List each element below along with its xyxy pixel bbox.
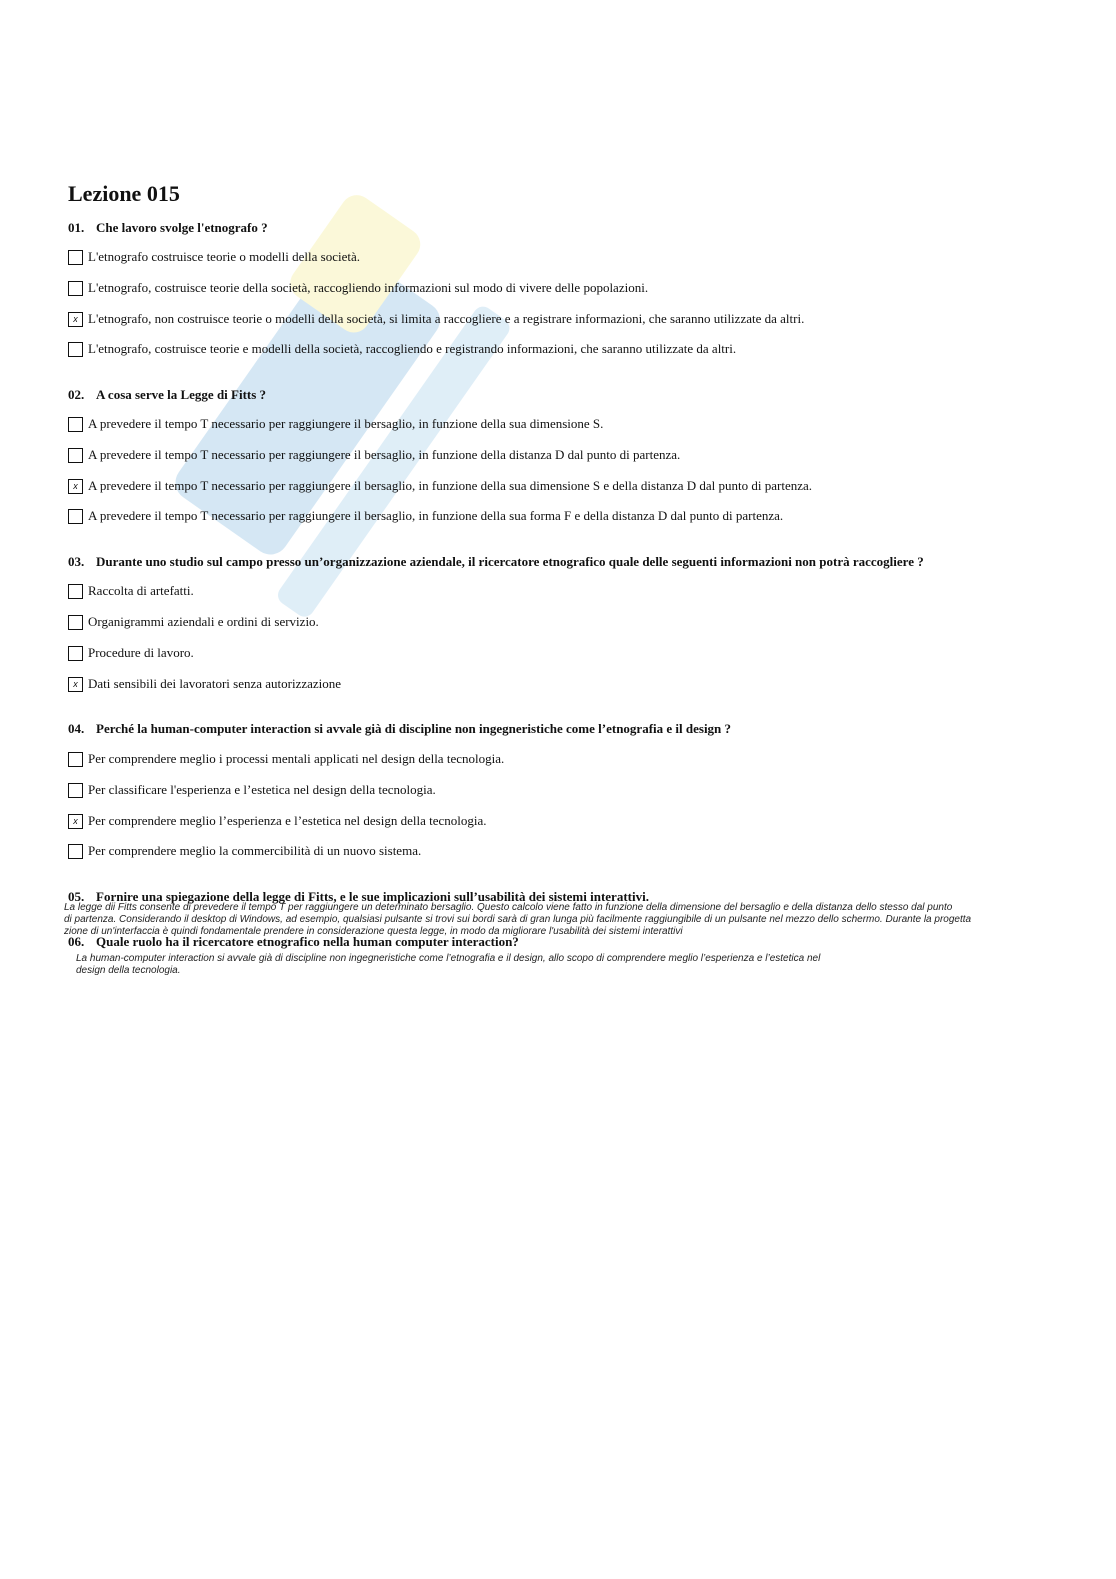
answer-text: Raccolta di artefatti. xyxy=(88,583,194,598)
answer-option xyxy=(68,446,680,464)
answer-option xyxy=(68,310,804,328)
question-heading xyxy=(68,554,924,570)
answer-checkbox[interactable] xyxy=(68,844,83,859)
answer-option xyxy=(68,781,436,799)
answer-text: Per comprendere meglio l’esperienza e l’estetica nel design della tecnologia. xyxy=(88,813,487,828)
answer-option xyxy=(68,248,360,266)
question-number: 06. xyxy=(68,934,85,949)
answer-text: L'etnografo, costruisce teorie e modelli della società, raccogliendo e registrando informazioni, che saranno utilizzate da altri. xyxy=(88,341,737,356)
answer-text-line: La legge dii Fitts consente di prevedere il tempo T per raggiungere un determinato bersaglio. Questo calcolo viene fatto in funzione della dimensione del bersaglio e della distanza dello stesso dal punto xyxy=(64,902,953,913)
answer-text: L'etnografo costruisce teorie o modelli della società. xyxy=(88,249,360,264)
answer-checkbox[interactable]: x xyxy=(68,677,83,692)
question-number: 01. xyxy=(68,220,85,235)
answer-checkbox[interactable] xyxy=(68,417,83,432)
answer-checkbox[interactable] xyxy=(68,342,83,357)
answer-text-line: di partenza. Considerando il desktop di Windows, ad esempio, qualsiasi pulsante si trovi sui bordi sarà di gran lunga più facilmente raggiungibile di un pulsante nel mezzo dello schermo. Durante la progetta xyxy=(64,914,972,925)
answer-option xyxy=(68,613,319,631)
answer-checkbox[interactable] xyxy=(68,448,83,463)
answer-option xyxy=(68,750,504,768)
answer-option xyxy=(68,507,783,525)
question-number: 04. xyxy=(68,721,85,736)
question-text: Perché la human-computer interaction si avvale già di discipline non ingegneristiche come l’etnografia e il design ? xyxy=(96,721,732,736)
answer-text: A prevedere il tempo T necessario per raggiungere il bersaglio, in funzione della sua dimensione S. xyxy=(88,416,604,431)
answer-checkbox[interactable] xyxy=(68,615,83,630)
answer-checkbox[interactable] xyxy=(68,509,83,524)
answer-checkbox[interactable] xyxy=(68,584,83,599)
answer-checkbox[interactable] xyxy=(68,281,83,296)
answer-option xyxy=(68,340,736,358)
question-heading xyxy=(68,220,268,236)
question-text: Fornire una spiegazione della legge di Fitts, e le sue implicazioni sull’usabilità dei sistemi interattivi. xyxy=(96,889,649,904)
question-number: 02. xyxy=(68,387,85,402)
answer-checkbox[interactable]: x xyxy=(68,312,83,327)
answer-text: Procedure di lavoro. xyxy=(88,645,194,660)
question-heading xyxy=(68,934,519,950)
answer-checkbox[interactable] xyxy=(68,752,83,767)
answer-text-line: La human-computer interaction si avvale già di discipline non ingegneristiche come l’etnografia e il design, allo scopo di comprendere meglio l’esperienza e l’estetica nel xyxy=(76,953,821,964)
question-heading xyxy=(68,721,731,737)
answer-text: Per comprendere meglio la commercibilità di un nuovo sistema. xyxy=(88,843,422,858)
question-number: 05. xyxy=(68,889,85,904)
question-text: Durante uno studio sul campo presso un’organizzazione aziendale, il ricercatore etnografico quale delle seguenti informazioni non potrà raccogliere ? xyxy=(96,554,924,569)
answer-text: A prevedere il tempo T necessario per raggiungere il bersaglio, in funzione della sua forma F e della distanza D dal punto di partenza. xyxy=(88,508,784,523)
answer-text: Dati sensibili dei lavoratori senza autorizzazione xyxy=(88,676,342,691)
question-text: A cosa serve la Legge di Fitts ? xyxy=(96,387,267,402)
answer-text: Organigrammi aziendali e ordini di servizio. xyxy=(88,614,319,629)
question-number: 03. xyxy=(68,554,85,569)
answer-text: L'etnografo, non costruisce teorie o modelli della società, si limita a raccogliere e a registrare informazioni, che saranno utilizzate da altri. xyxy=(88,311,805,326)
answer-text: L'etnografo, costruisce teorie della società, raccogliendo informazioni sul modo di vivere delle popolazioni. xyxy=(88,280,649,295)
answer-checkbox[interactable]: x xyxy=(68,479,83,494)
answer-text-line: zione di un'interfaccia è quindi fondamentale prendere in considerazione questa legge, in modo da migliorare l'usabilità dei sistemi interattivi xyxy=(64,926,683,937)
answer-option xyxy=(68,279,648,297)
answer-text-line: design della tecnologia. xyxy=(76,965,181,976)
answer-option xyxy=(68,415,603,433)
question-heading xyxy=(68,387,266,403)
answer-text: A prevedere il tempo T necessario per raggiungere il bersaglio, in funzione della distanza D dal punto di partenza. xyxy=(88,447,681,462)
answer-checkbox[interactable]: x xyxy=(68,814,83,829)
answer-checkbox[interactable] xyxy=(68,783,83,798)
answer-text: Per comprendere meglio i processi mentali applicati nel design della tecnologia. xyxy=(88,751,505,766)
answer-option xyxy=(68,644,194,662)
answer-option xyxy=(68,477,812,495)
answer-option xyxy=(68,582,194,600)
answer-option xyxy=(68,812,487,830)
page-title: Lezione 015 xyxy=(68,181,180,206)
answer-option xyxy=(68,842,421,860)
answer-option xyxy=(68,675,341,693)
answer-checkbox[interactable] xyxy=(68,250,83,265)
answer-checkbox[interactable] xyxy=(68,646,83,661)
question-text: Quale ruolo ha il ricercatore etnografico nella human computer interaction? xyxy=(96,934,519,949)
answer-text: Per classificare l'esperienza e l’estetica nel design della tecnologia. xyxy=(88,782,436,797)
answer-text: A prevedere il tempo T necessario per raggiungere il bersaglio, in funzione della sua dimensione S e della distanza D dal punto di partenza. xyxy=(88,478,813,493)
question-text: Che lavoro svolge l'etnografo ? xyxy=(96,220,268,235)
